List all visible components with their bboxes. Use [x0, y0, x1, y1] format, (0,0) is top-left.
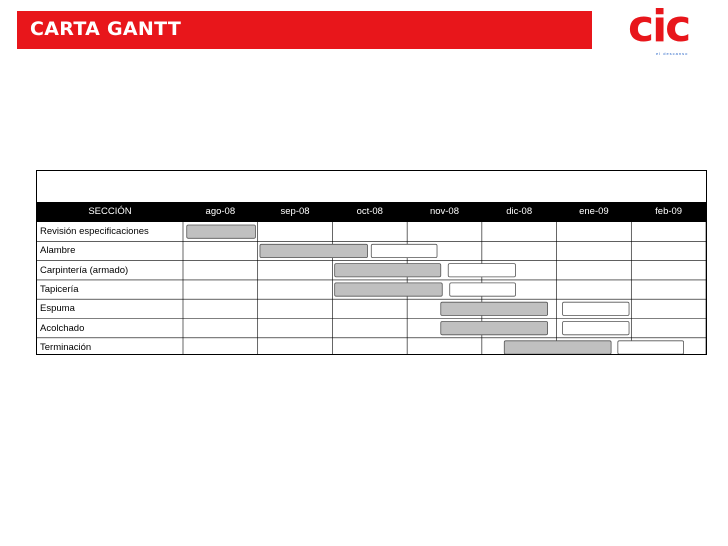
task-label: Carpintería (armado): [40, 264, 129, 276]
header-month-feb-09: feb-09: [655, 206, 683, 217]
task-label: Espuma: [40, 303, 75, 315]
header-month-sep-08: sep-08: [280, 206, 310, 217]
task-label: Terminación: [40, 341, 92, 353]
gantt-bar-gray: [441, 302, 548, 315]
gantt-bar-gray: [187, 225, 256, 238]
task-label: Tapicería: [40, 283, 79, 295]
gantt-bar-gray: [335, 283, 443, 296]
gantt-bar-gray: [335, 264, 441, 277]
header-month-nov-08: nov-08: [429, 206, 460, 217]
gantt-bar-gray: [504, 341, 611, 354]
logo-text: cic: [628, 1, 690, 52]
header-month-ago-08: ago-08: [205, 206, 236, 217]
gantt-chart: [36, 170, 707, 355]
gantt-bar-white: [371, 244, 437, 257]
page-title: CARTA GANTT: [30, 18, 182, 40]
gantt-grid: [37, 171, 706, 354]
gantt-bar-white: [450, 283, 516, 296]
logo-tagline: el descanso: [656, 51, 689, 56]
task-label: Revisión especificaciones: [40, 226, 149, 237]
header-month-dic-08: dic-08: [506, 206, 533, 217]
header-month-ene-09: ene-09: [579, 206, 609, 217]
title-bar: [17, 11, 592, 49]
task-label: Acolchado: [40, 322, 85, 334]
gantt-bar-gray: [441, 322, 548, 335]
header-seccion: SECCIÓN: [88, 206, 132, 217]
gantt-bar-white: [618, 341, 684, 354]
gantt-bar-white: [563, 322, 629, 335]
gantt-bar-gray: [260, 244, 368, 257]
task-label: Alambre: [40, 245, 76, 257]
gantt-bar-white: [563, 302, 629, 315]
header-month-oct-08: oct-08: [356, 206, 383, 217]
gantt-bar-white: [448, 264, 515, 277]
cic-logo: [628, 1, 718, 58]
